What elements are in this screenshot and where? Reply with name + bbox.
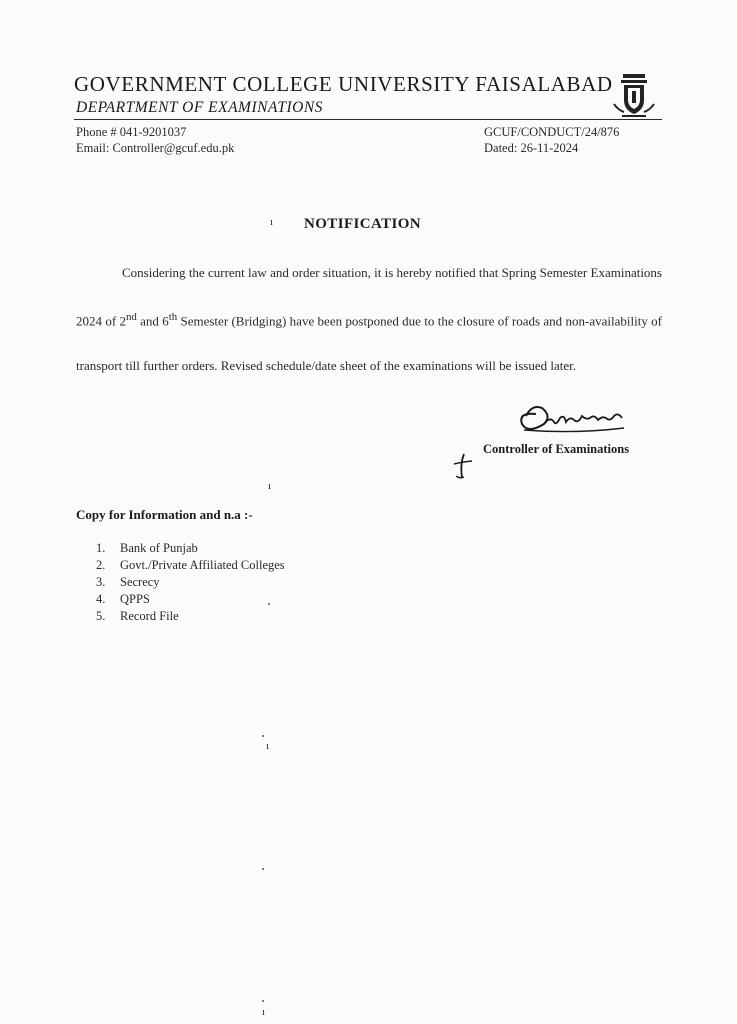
list-item: 1. Bank of Punjab [96, 541, 198, 555]
copy-distribution-title: Copy for Information and n.a :- [76, 507, 253, 522]
notification-body [76, 250, 662, 388]
reference-number: GCUF/CONDUCT/24/876 [484, 125, 620, 139]
scan-speck [268, 603, 270, 605]
superscript-nd: nd [125, 311, 137, 323]
department-name: DEPARTMENT OF EXAMINATIONS [76, 99, 323, 116]
signatory-designation: Controller of Examinations [483, 442, 630, 456]
issue-date: Dated: 26-11-2024 [484, 141, 579, 155]
scan-mark: ı [266, 740, 270, 752]
notification-title: NOTIFICATION [304, 216, 422, 232]
scan-speck [262, 868, 264, 870]
phone-number: Phone # 041-9201037 [76, 125, 187, 139]
list-item: 2. Govt./Private Affiliated Colleges [96, 558, 285, 572]
list-item: 4. QPPS [96, 592, 150, 606]
scan-speck [262, 1000, 264, 1002]
university-name: GOVERNMENT COLLEGE UNIVERSITY FAISALABAD [74, 72, 613, 96]
handwritten-signature [514, 394, 684, 442]
copy-distribution-list [96, 540, 285, 625]
scan-mark: ı [270, 216, 274, 228]
body-text-part1: Considering the current law and order situation, it is hereby notified that Spring Semester Examinations 2024 of 2 [76, 265, 662, 329]
header-divider [74, 119, 662, 120]
scan-mark: ı [268, 480, 272, 492]
scan-mark: ı [262, 1006, 266, 1018]
university-crest-icon [610, 70, 658, 120]
body-text-part2: and 6 [136, 313, 169, 329]
superscript-th: th [168, 311, 178, 323]
body-text-part3: Semester (Bridging) have been postponed due to the closure of roads and non-availability of transport till further orders. Revised schedule/date sheet of the examinations will be issued later. [76, 313, 662, 374]
initial-mark [452, 452, 474, 480]
email-address: Email: Controller@gcuf.edu.pk [76, 141, 235, 155]
list-item: 5. Record File [96, 609, 179, 623]
list-item: 3. Secrecy [96, 575, 160, 589]
scan-speck [262, 735, 264, 737]
